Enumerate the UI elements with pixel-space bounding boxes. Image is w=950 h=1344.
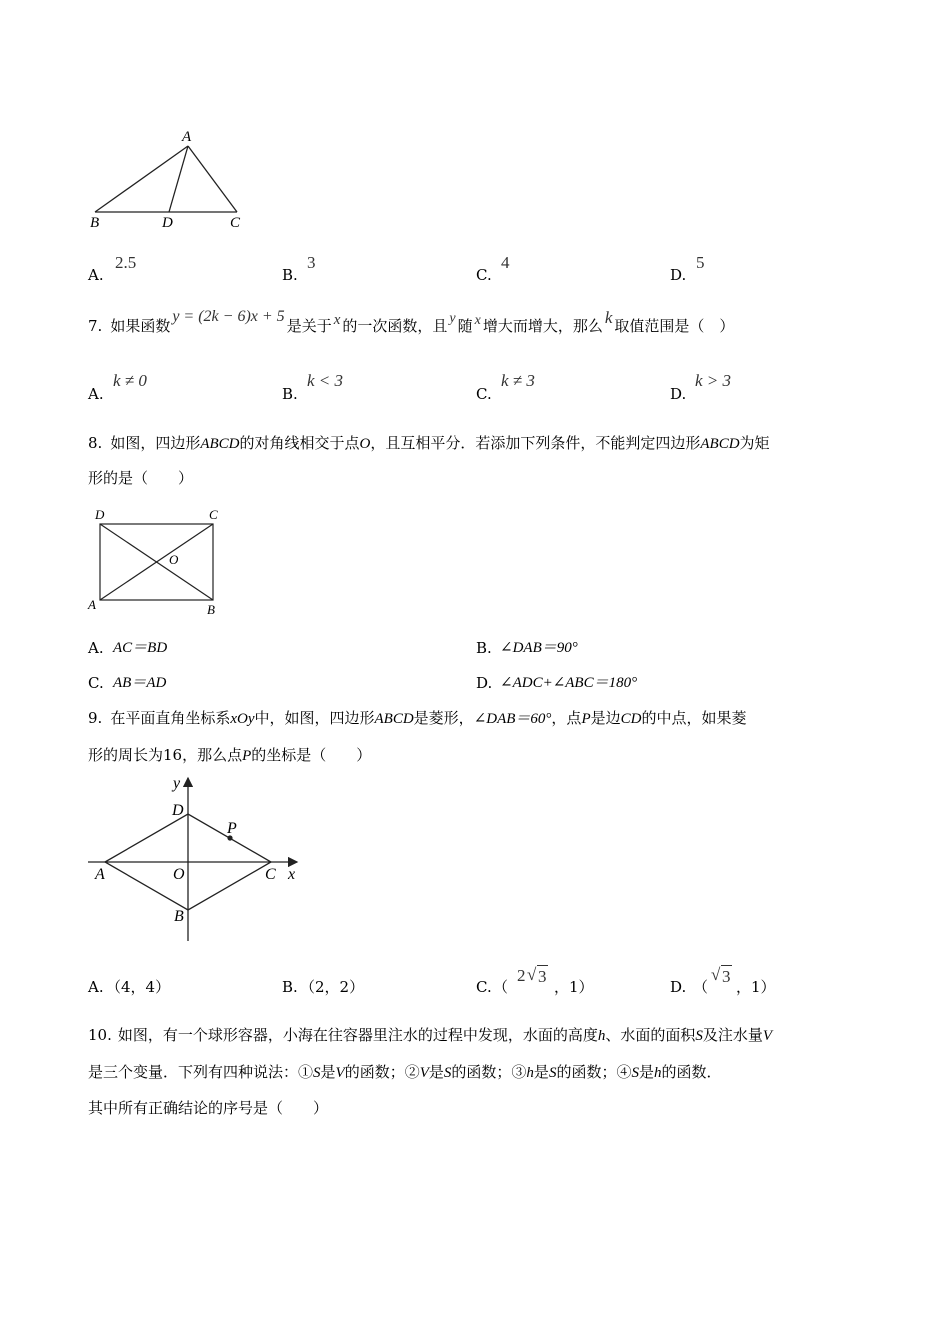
q6-option-c-letter: C. [476,266,492,284]
q9-text-f: 的中点，如果菱 [641,709,747,727]
q8-option-b-letter: B. [476,639,492,657]
q7-text-pre: 如果函数 [110,317,171,335]
q6-option-d-value: 5 [696,253,705,272]
q9-xoy: xOy [230,711,255,727]
q8-option-c-letter: C. [88,674,104,692]
q8-option-c-value: AB＝AD [113,675,167,691]
q9-text-h: ，那么点 [182,746,243,764]
q6-label-b: B [90,215,100,231]
q8-label-a: A [88,597,96,612]
q9-option-d-open: （ [693,978,709,996]
q8-label-o: O [169,552,179,567]
q9-option-c-coef: 2 [517,966,526,985]
q10-h-2: h [653,1065,662,1081]
q9-option-a-letter: A. [88,978,104,996]
q7-stem [88,308,735,335]
q6-triangle-figure [85,125,255,235]
q8-abcd-2: ABCD [700,436,740,452]
q8-rectangle-figure [85,505,235,620]
q9-label-a: A [95,866,105,883]
q9-label-p: P [227,820,237,837]
q10-s-4: S [631,1065,639,1081]
q9-option-c-close: ，1） [554,978,594,996]
q9-text-e: 是边 [590,709,621,727]
q10-stem-line3: 其中所有正确结论的序号是（ ） [88,1099,329,1117]
q10-v-1: V [335,1065,345,1081]
q8-text-b: 的对角线相交于点 [239,434,360,452]
q9-label-x: x [288,866,296,883]
q8-text-a: 如图，四边形 [110,434,201,452]
q9-option-c-rad: 3 [538,967,547,986]
q9-text-b: 中，如图，四边形 [254,709,375,727]
q10-s-2: S [443,1065,452,1081]
q8-option-d-value: ∠ADC+∠ABC＝180° [500,675,638,691]
q10-text-is-3: 是 [533,1063,549,1081]
q10-text-is-2: 是 [428,1063,444,1081]
q7-var-x2: x [474,313,481,328]
q10-s: S [695,1028,703,1044]
q8-label-d: D [95,507,105,522]
q8-option-d-letter: D. [476,674,493,692]
q8-text-d: 为矩 [739,434,770,452]
q6-option-b-value: 3 [307,253,316,272]
q8-option-a-value: AC＝BD [113,640,168,656]
q9-rhombus-figure [85,773,310,943]
q9-p-2: P [242,748,252,764]
q9-text-i: 的坐标是（ ） [251,746,372,764]
q7-option-b-value: k < 3 [307,371,344,390]
q8-o: O [359,436,371,452]
q8-option-a-letter: A. [88,639,104,657]
q7-text-mid4: 增大而增大，那么 [482,317,603,335]
q9-option-d-rad: 3 [722,967,731,986]
q9-text-c: 是菱形， [413,709,474,727]
q10-v: V [762,1028,773,1044]
q7-text-mid2: 的一次函数，且 [342,317,448,335]
q9-label-b: B [174,908,184,925]
q9-option-c-open: （ [493,978,509,996]
q6-option-d-letter: D. [670,266,687,284]
q10-s-3: S [548,1065,557,1081]
q7-option-b-letter: B. [282,385,298,403]
q10-stem-line2 [88,1065,721,1081]
q8-label-b: B [207,602,215,617]
q7-text-post: 取值范围是（ ） [614,317,735,335]
q8-abcd: ABCD [200,436,240,452]
q9-option-d-radical-bar [721,965,732,966]
q10-v-2: V [419,1065,429,1081]
q7-option-c-letter: C. [476,385,492,403]
q6-label-a: A [182,129,192,145]
q7-number: 7. [88,317,103,335]
q9-option-c-radical-bar [537,965,548,966]
q10-text-c2: 的函数；② [344,1063,420,1081]
q7-var-k: k [604,308,613,327]
q6-segment-ad [169,146,188,212]
q6-side-ab [95,146,188,212]
q9-label-o: O [173,866,185,883]
q9-number: 9. [88,709,103,727]
q7-option-d-letter: D. [670,385,687,403]
q10-text-b: 、水面的面积 [605,1026,696,1044]
q9-stem-line1 [88,711,746,727]
q7-var-x: x [333,312,341,328]
q6-option-c-value: 4 [501,253,510,272]
q6-option-b-letter: B. [282,266,298,284]
q9-text-d: ，点 [551,709,582,727]
q7-option-d-value: k > 3 [695,371,732,390]
q7-option-a-letter: A. [88,385,104,403]
q8-label-c: C [209,507,218,522]
q9-option-b-letter: B. [282,978,298,996]
q9-label-y: y [173,775,181,792]
q6-side-ac [188,146,237,212]
q9-option-d-letter: D. [670,978,687,996]
q9-label-c: C [265,866,276,883]
q10-text-is-4: 是 [638,1063,654,1081]
q10-s-1: S [313,1065,321,1081]
q10-stem-line1 [88,1028,772,1044]
q7-option-c-value: k ≠ 3 [501,371,535,390]
q10-text-c3: 的函数；③ [451,1063,527,1081]
q8-option-b-value: ∠DAB＝90° [500,640,578,656]
q10-text-is-1: 是 [320,1063,336,1081]
q8-text-c: ，且互相平分．若添加下列条件，不能判定四边形 [370,434,701,452]
q10-text-c1: 是三个变量．下列有四种说法：① [88,1063,314,1081]
q6-option-a-value: 2.5 [115,253,137,272]
q8-number: 8. [88,434,103,452]
q6-label-d: D [162,215,173,231]
q7-text-mid3: 随 [457,317,473,335]
q9-angle: ∠DAB＝60° [473,711,552,727]
q9-cd: CD [620,711,642,727]
q10-text-a: 如图，有一个球形容器，小海在往容器里注水的过程中发现，水面的高度 [117,1026,598,1044]
q9-option-d-close: ，1） [736,978,776,996]
q8-stem-line2: 形的是（ ） [88,469,194,487]
q10-h: h [597,1028,606,1044]
q9-option-d-sqrt-icon: √ [711,965,721,984]
q9-stem-line2 [88,748,371,764]
q7-text-mid1: 是关于 [286,317,332,335]
q9-perimeter: 16 [163,746,183,764]
q10-number: 10. [88,1026,112,1044]
q9-option-c-letter: C. [476,978,492,996]
q6-option-a-letter: A. [88,266,104,284]
q9-label-d: D [172,802,184,819]
q7-option-a-value: k ≠ 0 [113,371,147,390]
q9-text-g: 形的周长为 [88,746,164,764]
q8-stem-line1 [88,436,770,452]
q10-h-1: h [526,1065,534,1081]
q10-text-c5: 的函数． [661,1063,722,1081]
q9-p: P [581,711,591,727]
q7-var-y: y [449,311,456,326]
q9-option-b-value: （2，2） [300,978,365,996]
q9-abcd: ABCD [374,711,414,727]
q7-formula: y = (2k − 6)x + 5 [172,308,285,325]
q9-option-a-value: （4，4） [106,978,171,996]
q9-text-a: 在平面直角坐标系 [110,709,231,727]
q9-option-c-sqrt-icon: √ [527,965,537,984]
q10-text-c: 及注水量 [702,1026,763,1044]
q10-text-c4: 的函数；④ [556,1063,632,1081]
q6-label-c: C [230,215,241,231]
